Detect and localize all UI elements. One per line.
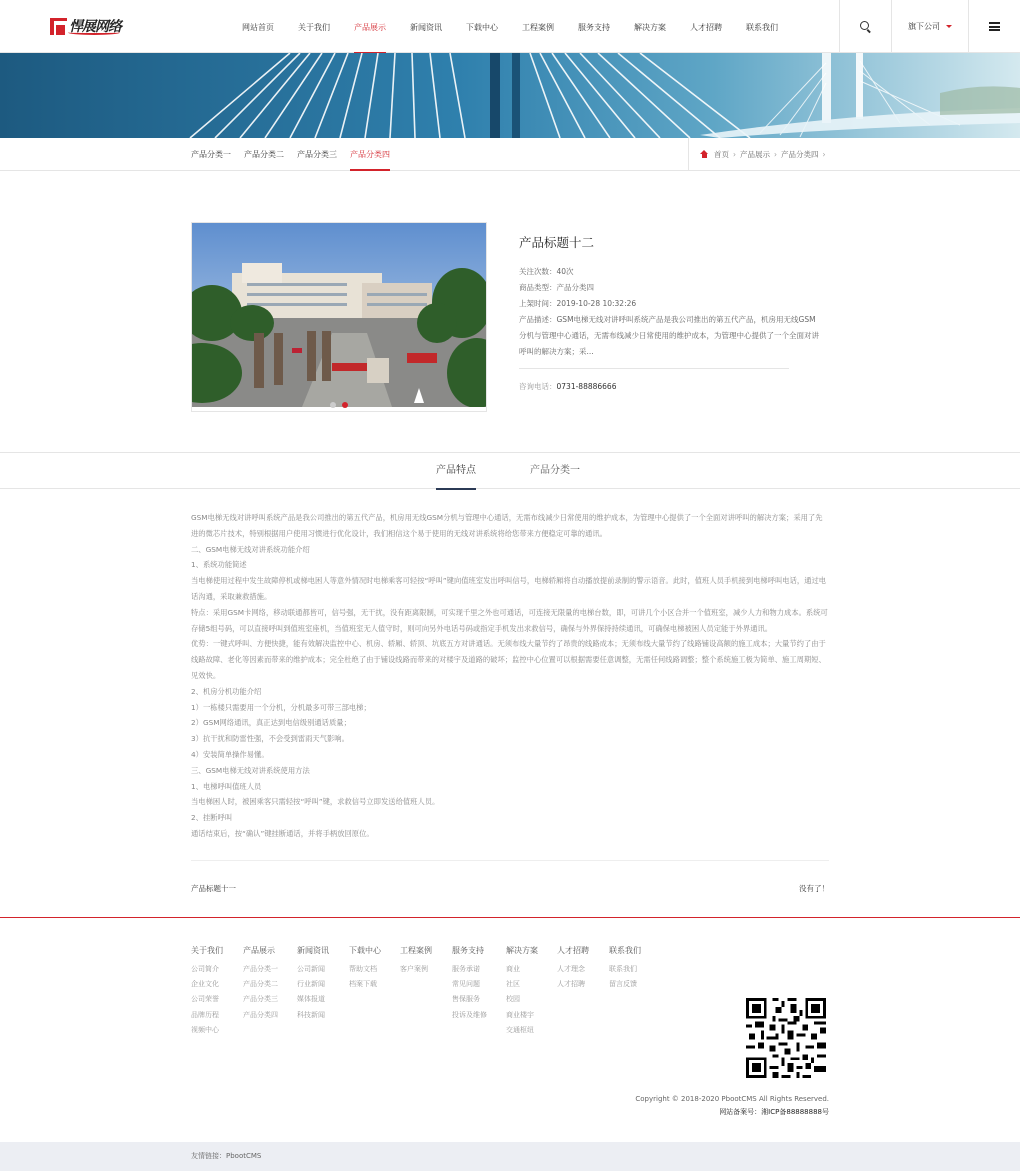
footer-link[interactable]: 产品分类二 — [243, 980, 278, 989]
slider-dots — [192, 402, 486, 408]
next-product-link[interactable]: 没有了！ — [799, 884, 829, 893]
nav-item-contact[interactable]: 联系我们 — [746, 23, 778, 32]
footer-column-title[interactable]: 联系我们 — [609, 946, 641, 955]
footer-link[interactable]: 人才招聘 — [557, 980, 585, 989]
nav-item-home[interactable]: 网站首页 — [242, 23, 274, 32]
footer-column-jobs — [557, 945, 589, 992]
friend-links-bar — [0, 1142, 1020, 1171]
site-logo[interactable] — [50, 16, 121, 36]
nav-item-news[interactable]: 新闻资讯 — [410, 23, 442, 32]
footer-link[interactable]: 媒体报道 — [297, 995, 325, 1004]
category-tab-4[interactable]: 产品分类四 — [350, 138, 390, 171]
footer-column-news — [297, 945, 329, 1023]
footer-column-title[interactable]: 新闻资讯 — [297, 946, 329, 955]
product-description: 产品描述：GSM电梯无线对讲呼叫系统产品是我公司推出的第五代产品，机房用无线GSM分机与管理中心通话，无需布线减少日常使用的维护成本，为管理中心提供了一个全面对讲呼叫的解决方案；采... — [519, 315, 819, 356]
tab-features[interactable]: 产品特点 — [436, 453, 476, 489]
tab-category[interactable]: 产品分类一 — [530, 465, 580, 476]
qr-code — [743, 995, 829, 1081]
site-footer — [0, 917, 1020, 1142]
product-category: 商品类型：产品分类四 — [519, 283, 594, 292]
logo-swoosh-icon — [68, 30, 120, 35]
content-paragraph: 2、机房分机功能介绍 — [191, 686, 262, 696]
footer-link[interactable]: 交通枢纽 — [506, 1025, 534, 1034]
search-button[interactable] — [839, 0, 891, 53]
product-meta — [519, 264, 819, 360]
nav-item-cases[interactable]: 工程案例 — [522, 23, 554, 32]
content-paragraph: 2）GSM网络通讯，真正达到电信级别通话质量； — [191, 718, 351, 728]
product-divider — [519, 368, 789, 369]
footer-link[interactable]: 公司荣誉 — [191, 995, 219, 1004]
footer-link[interactable]: 科技新闻 — [297, 1010, 325, 1019]
friend-links[interactable]: 友情链接：PbootCMS — [191, 1152, 262, 1160]
search-icon — [860, 21, 871, 32]
content-paragraph: 通话结束后，按“确认”键挂断通话，并将手柄放回原位。 — [191, 828, 374, 838]
content-paragraph: 3）抗干扰和防雷性强，不会受到雷雨天气影响。 — [191, 734, 349, 744]
product-content — [191, 510, 829, 842]
footer-link[interactable]: 人才理念 — [557, 965, 585, 973]
content-paragraph: 当电梯使用过程中发生故障停机或梯电困人等意外情况时电梯乘客可轻按“呼叫”键向值班室发出呼叫信号，电梯轿厢将自动播放提前录制的警示语音。此时，值班人员手机接到电梯呼叫电话，通过电话沟通，采取兼救措施。 — [191, 576, 827, 601]
footer-column-about — [191, 945, 223, 1038]
footer-link[interactable]: 留言反馈 — [609, 980, 637, 989]
footer-link[interactable]: 档案下载 — [349, 980, 377, 989]
copyright-text: Copyright © 2018-2020 PbootCMS All Rights Reserved. — [635, 1095, 829, 1103]
footer-link[interactable]: 帮助文档 — [349, 965, 377, 973]
content-paragraph: 优势：一键式呼叫、方便快捷，能有效解决监控中心、机房、轿厢、轿顶、坑底五方对讲通话。无须布线大量节约了昂贵的线路成本；无须布线大量节约了线路铺设高额的施工成本；大量节约了由于线路故障、老化等因素而带来的维护成本；完全杜绝了由于铺设线路而带来的对楼宇及道路的破坏；监控中心位置可以根据需要任意调整，无需任何线路调整；整个系统施工极为简单、施工周期短、见效快。 — [191, 639, 826, 680]
footer-link[interactable]: 企业文化 — [191, 980, 219, 989]
bridge-banner-image — [0, 53, 1020, 138]
footer-link[interactable]: 商业 — [506, 965, 520, 973]
footer-column-cases — [400, 945, 432, 977]
content-divider — [191, 860, 829, 861]
nav-item-products[interactable]: 产品展示 — [342, 0, 398, 53]
header-tools — [839, 0, 1020, 53]
footer-column-title[interactable]: 产品展示 — [243, 946, 275, 955]
slider-dot-active[interactable] — [342, 402, 348, 408]
product-tel-number: 0731-88886666 — [556, 382, 617, 391]
footer-link[interactable]: 社区 — [506, 980, 520, 989]
hamburger-menu-icon — [989, 22, 1000, 31]
breadcrumb — [688, 138, 830, 171]
footer-link[interactable]: 公司简介 — [191, 965, 219, 973]
footer-column-solutions — [506, 945, 538, 1038]
breadcrumb-separator-icon: › — [822, 150, 826, 159]
nav-item-downloads[interactable]: 下载中心 — [466, 23, 498, 32]
product-tel-label: 咨询电话： — [519, 382, 557, 391]
product-tel — [519, 381, 616, 392]
footer-column-title[interactable]: 服务支持 — [452, 946, 484, 955]
footer-link[interactable]: 联系我们 — [609, 965, 637, 973]
footer-link[interactable]: 品牌历程 — [191, 1010, 219, 1019]
qr-code-image — [743, 995, 829, 1081]
footer-link[interactable]: 客户案例 — [400, 965, 428, 973]
footer-link[interactable]: 商业楼宇 — [506, 1010, 534, 1019]
nav-item-about[interactable]: 关于我们 — [298, 23, 330, 32]
breadcrumb-separator-icon: › — [733, 150, 736, 159]
content-paragraph: 4）安装简单操作易懂。 — [191, 749, 269, 759]
category-tabs — [191, 138, 403, 171]
slider-dot[interactable] — [330, 402, 336, 408]
content-paragraph: 2、挂断呼叫 — [191, 813, 233, 823]
page-banner — [0, 53, 1020, 138]
company-dropdown[interactable] — [891, 0, 968, 53]
content-paragraph: 1）一栋楼只需要用一个分机，分机最多可带三部电梯； — [191, 702, 371, 712]
category-tab-2[interactable]: 产品分类二 — [244, 150, 284, 159]
caret-down-icon — [946, 25, 952, 28]
footer-column-title[interactable]: 下载中心 — [349, 946, 381, 955]
sub-nav — [0, 138, 1020, 171]
footer-column-products — [243, 945, 278, 1023]
product-photo-image — [192, 223, 486, 407]
logo-mark-icon — [50, 18, 67, 35]
company-dropdown-label: 旗下公司 — [908, 22, 940, 31]
footer-link[interactable]: 售保服务 — [452, 995, 480, 1004]
content-paragraph: 二、GSM电梯无线对讲系统功能介绍 — [191, 544, 310, 554]
content-paragraph: GSM电梯无线对讲呼叫系统产品是我公司推出的第五代产品，机房用无线GSM分机与管理中心通话，无需布线减少日常使用的维护成本，为管理中心提供了一个全面对讲呼叫的解决方案；采用了先进的微芯片技术，特别根据用户使用习惯进行优化设计，我们相信这个易于使用的无线对讲系统将给您带来方便稳定可靠的通讯。 — [191, 513, 823, 538]
prev-product-link[interactable]: 产品标题十一 — [191, 884, 236, 893]
content-paragraph: 特点：采用GSM卡网络，移动联通都皆可，信号强，无干扰，没有距离限制，可实现千里之外也可通话，可连接无限量的电梯台数，即，可讲几个小区合并一个值班室，减少人力和物力成本。系统可存储5组号码，可以直接呼叫到值班室座机，当值班室无人值守时，则可向另外电话号码或指定手机发出求救信号，确保与外界保持持续通讯，可确保电梯被困人员定能于外界通讯。 — [191, 607, 828, 633]
home-icon — [701, 151, 708, 158]
category-tab-3[interactable]: 产品分类三 — [297, 150, 337, 159]
footer-link[interactable]: 常见问题 — [452, 980, 480, 989]
category-tab-1[interactable]: 产品分类一 — [191, 150, 231, 159]
nav-item-solutions[interactable]: 解决方案 — [634, 23, 666, 32]
nav-item-jobs[interactable]: 人才招聘 — [690, 23, 722, 32]
footer-link[interactable]: 产品分类三 — [243, 995, 278, 1004]
product-date: 上架时间：2019-10-28 10:32:26 — [519, 299, 637, 308]
footer-link[interactable]: 视频中心 — [191, 1025, 219, 1034]
footer-link[interactable]: 公司新闻 — [297, 965, 325, 973]
product-title: 产品标题十二 — [519, 235, 595, 250]
product-views: 关注次数：40次 — [519, 267, 574, 276]
breadcrumb-current[interactable]: 产品分类四 — [781, 150, 819, 159]
menu-button[interactable] — [968, 0, 1020, 53]
footer-column-downloads — [349, 945, 381, 992]
site-header — [0, 0, 1020, 53]
nav-item-support[interactable]: 服务支持 — [578, 23, 610, 32]
footer-link[interactable]: 服务承诺 — [452, 965, 480, 973]
content-paragraph: 1、电梯呼叫值班人员 — [191, 781, 262, 791]
logo-text: 悍展网络 — [69, 19, 121, 35]
main-nav — [230, 0, 790, 53]
footer-column-support — [452, 945, 487, 1023]
content-paragraph: 1、系统功能简述 — [191, 560, 247, 570]
breadcrumb-separator-icon: › — [774, 150, 777, 159]
footer-column-title[interactable]: 关于我们 — [191, 946, 223, 955]
detail-tabs — [0, 452, 1020, 489]
icp-record[interactable]: 网站备案号：湘ICP备88888888号 — [719, 1108, 829, 1116]
content-paragraph: 三、GSM电梯无线对讲系统使用方法 — [191, 765, 310, 775]
footer-column-contact — [609, 945, 641, 992]
footer-link[interactable]: 产品分类一 — [243, 965, 278, 973]
footer-link[interactable]: 产品分类四 — [243, 1010, 278, 1019]
product-image-slider[interactable] — [191, 222, 487, 412]
footer-column-title[interactable]: 工程案例 — [400, 946, 432, 955]
footer-link[interactable]: 校园 — [506, 995, 520, 1004]
content-paragraph: 当电梯困人时，被困乘客只需轻按“呼叫”键，求救信号立即发送给值班人员。 — [191, 797, 440, 807]
breadcrumb-home[interactable]: 首页 — [714, 150, 729, 159]
footer-column-title[interactable]: 人才招聘 — [557, 946, 589, 955]
footer-column-title[interactable]: 解决方案 — [506, 946, 538, 955]
copyright — [635, 1093, 829, 1119]
breadcrumb-products[interactable]: 产品展示 — [740, 150, 770, 159]
footer-link[interactable]: 行业新闻 — [297, 980, 325, 989]
product-photo — [192, 223, 486, 407]
footer-link[interactable]: 投诉及维修 — [452, 1010, 487, 1019]
